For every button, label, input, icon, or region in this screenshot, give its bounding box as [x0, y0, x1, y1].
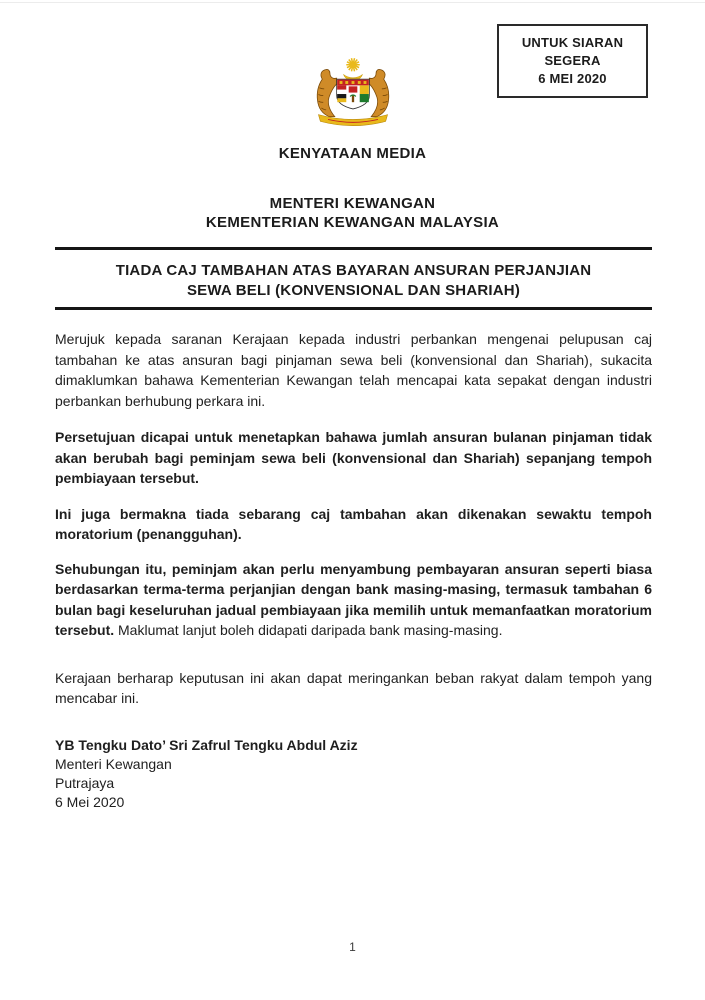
release-stamp-date: 6 MEI 2020: [538, 71, 607, 86]
release-stamp-line: UNTUK SIARAN: [521, 35, 624, 50]
issuer-heading-minister: MENTERI KEWANGAN: [269, 195, 436, 212]
title-line-1: TIADA CAJ TAMBAHAN ATAS BAYARAN ANSURAN PERJANJIAN: [115, 262, 592, 279]
page-number: 1: [349, 940, 356, 954]
paragraph-4: [55, 559, 652, 641]
press-release-title: [55, 261, 652, 300]
paragraph-1: Merujuk kepada saranan Kerajaan kepada industri perbankan mengenai pelupusan caj tambahan ke atas ansuran bagi pinjaman sewa beli (konvensional dan Shariah), sukacita dimaklumkan bahawa Kementerian Kewangan telah mencapai kata sepakat dengan industri perbankan berhubung perkara ini.: [55, 331, 652, 409]
signatory-position: Menteri Kewangan: [55, 755, 172, 772]
coat-of-arms-icon: [305, 55, 401, 134]
shield-icon: [336, 79, 369, 109]
tiger-right-icon: [369, 69, 388, 116]
photo-edge-artifact: [0, 2, 705, 3]
title-rule-top: [55, 247, 652, 250]
signatory-location: Putrajaya: [55, 774, 115, 791]
paragraph-3: Ini juga bermakna tiada sebarang caj tambahan akan dikenakan sewaktu tempoh moratorium (penangguhan).: [55, 505, 652, 542]
title-rule-bottom: [55, 307, 652, 310]
tiger-left-icon: [317, 69, 336, 116]
release-stamp-line: SEGERA: [544, 53, 601, 68]
title-line-2: SEWA BELI (KONVENSIONAL DAN SHARIAH): [186, 281, 521, 299]
doc-type-heading: KENYATAAN MEDIA: [278, 145, 427, 162]
paragraph-4-regular-part: Maklumat lanjut boleh didapati daripada bank masing-masing.: [114, 622, 503, 638]
paragraph-5: Kerajaan berharap keputusan ini akan dapat meringankan beban rakyat dalam tempoh yang mencabar ini.: [55, 669, 652, 706]
paragraph-2: Persetujuan dicapai untuk menetapkan bahawa jumlah ansuran bulanan pinjaman tidak akan berubah bagi peminjam sewa beli (konvensional dan Shariah) sepanjang tempoh pembiayaan tersebut.: [55, 429, 652, 486]
malaysia-coat-of-arms-logo: [0, 55, 705, 139]
paragraph-4-bold-part: Sehubungan itu, peminjam akan perlu menyambung pembayaran ansuran seperti biasa berdasarkan terma-terma perjanjian dengan bank masing-masing, termasuk tambahan 6 bulan bagi keseluruhan jadual pembiayaan jika memilih untuk memanfaatkan moratorium tersebut.: [55, 560, 652, 638]
issuer-heading-ministry: KEMENTERIAN KEWANGAN MALAYSIA: [205, 214, 500, 231]
signature-block: [55, 736, 652, 812]
signature-date: 6 Mei 2020: [55, 793, 125, 810]
signatory-name: YB Tengku Dato’ Sri Zafrul Tengku Abdul Aziz: [55, 736, 358, 753]
star-center: [349, 61, 356, 68]
body-text: [55, 329, 652, 812]
